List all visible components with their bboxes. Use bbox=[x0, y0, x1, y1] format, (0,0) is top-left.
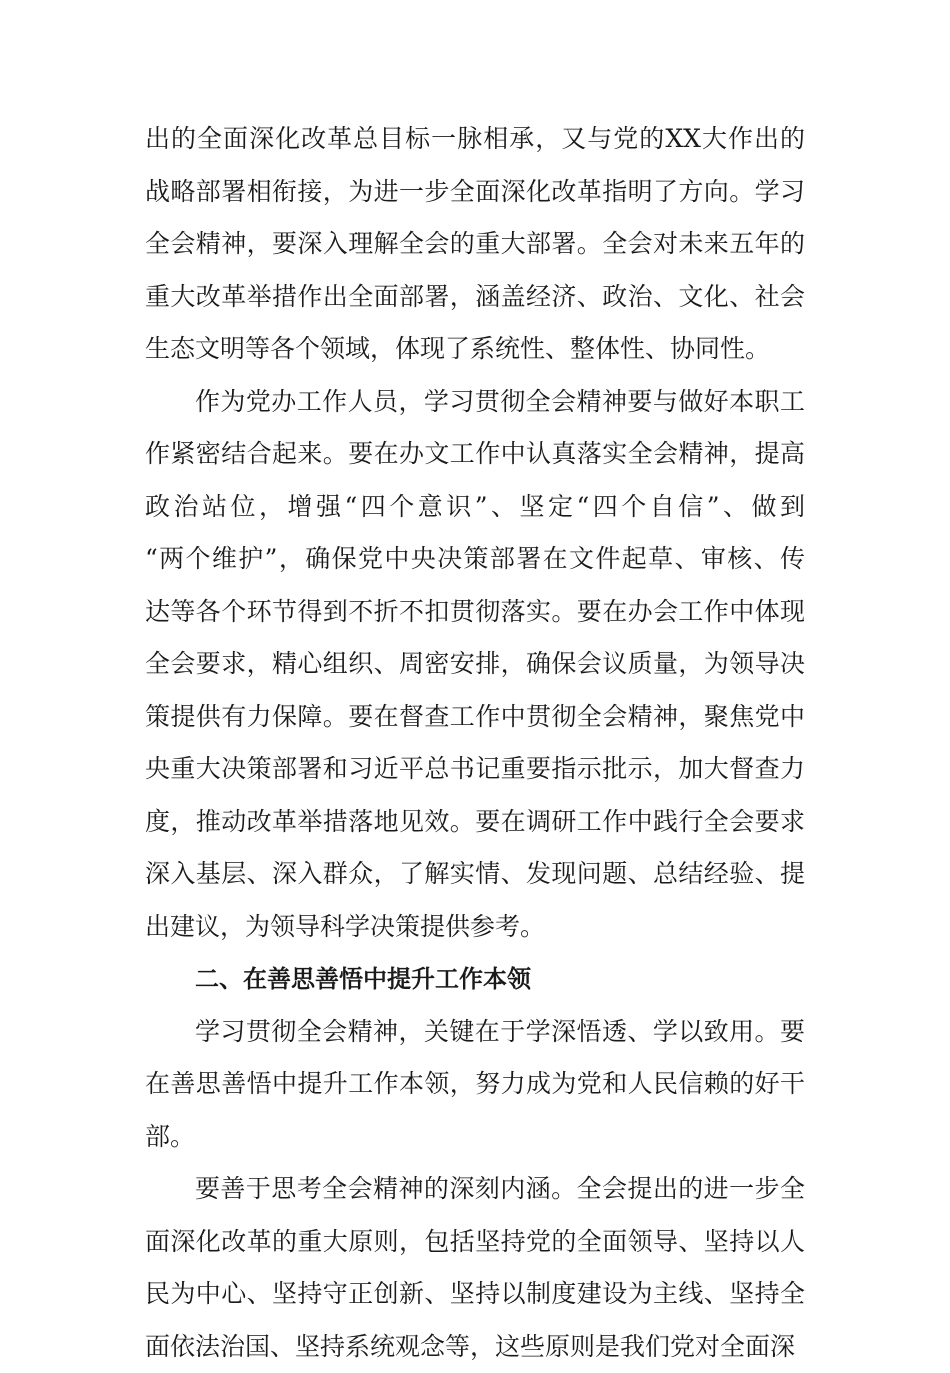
text-line: 面依法治国、坚持系统观念等，这些原则是我们党对全面深 bbox=[145, 1321, 805, 1373]
text-line: 全会要求，精心组织、周密安排，确保会议质量，为领导决 bbox=[145, 638, 805, 691]
text-line: 民为中心、坚持守正创新、坚持以制度建设为主线、坚持全 bbox=[145, 1268, 805, 1321]
text-line: 部。 bbox=[145, 1111, 805, 1164]
text-line: 度，推动改革举措落地见效。要在调研工作中践行全会要求 bbox=[145, 796, 805, 849]
paragraph bbox=[145, 1163, 805, 1373]
text-line: 策提供有力保障。要在督查工作中贯彻全会精神，聚焦党中 bbox=[145, 691, 805, 744]
text-line: 作为党办工作人员，学习贯彻全会精神要与做好本职工 bbox=[145, 376, 805, 429]
text-line: 出的全面深化改革总目标一脉相承，又与党的XX大作出的 bbox=[145, 113, 805, 166]
text-line: 学习贯彻全会精神，关键在于学深悟透、学以致用。要 bbox=[145, 1006, 805, 1059]
text-line: 央重大决策部署和习近平总书记重要指示批示，加大督查力 bbox=[145, 743, 805, 796]
paragraph bbox=[145, 376, 805, 954]
text-line: “两个维护”，确保党中央决策部署在文件起草、审核、传 bbox=[145, 533, 805, 586]
text-line: 政治站位，增强“四个意识”、坚定“四个自信”、做到 bbox=[145, 481, 805, 534]
paragraph bbox=[145, 1006, 805, 1164]
text-line: 出建议，为领导科学决策提供参考。 bbox=[145, 901, 805, 954]
text-line: 达等各个环节得到不折不扣贯彻落实。要在办会工作中体现 bbox=[145, 586, 805, 639]
text-line: 在善思善悟中提升工作本领，努力成为党和人民信赖的好干 bbox=[145, 1058, 805, 1111]
text-line: 要善于思考全会精神的深刻内涵。全会提出的进一步全 bbox=[145, 1163, 805, 1216]
heading-text: 二、在善思善悟中提升工作本领 bbox=[145, 953, 805, 1006]
text-line: 全会精神，要深入理解全会的重大部署。全会对未来五年的 bbox=[145, 218, 805, 271]
paragraph bbox=[145, 113, 805, 376]
text-line: 战略部署相衔接，为进一步全面深化改革指明了方向。学习 bbox=[145, 166, 805, 219]
text-line: 深入基层、深入群众，了解实情、发现问题、总结经验、提 bbox=[145, 848, 805, 901]
text-line: 生态文明等各个领域，体现了系统性、整体性、协同性。 bbox=[145, 323, 805, 376]
document-body bbox=[145, 113, 805, 1373]
text-line: 作紧密结合起来。要在办文工作中认真落实全会精神，提高 bbox=[145, 428, 805, 481]
text-line: 重大改革举措作出全面部署，涵盖经济、政治、文化、社会 bbox=[145, 271, 805, 324]
section-heading bbox=[145, 953, 805, 1006]
text-line: 面深化改革的重大原则，包括坚持党的全面领导、坚持以人 bbox=[145, 1216, 805, 1269]
